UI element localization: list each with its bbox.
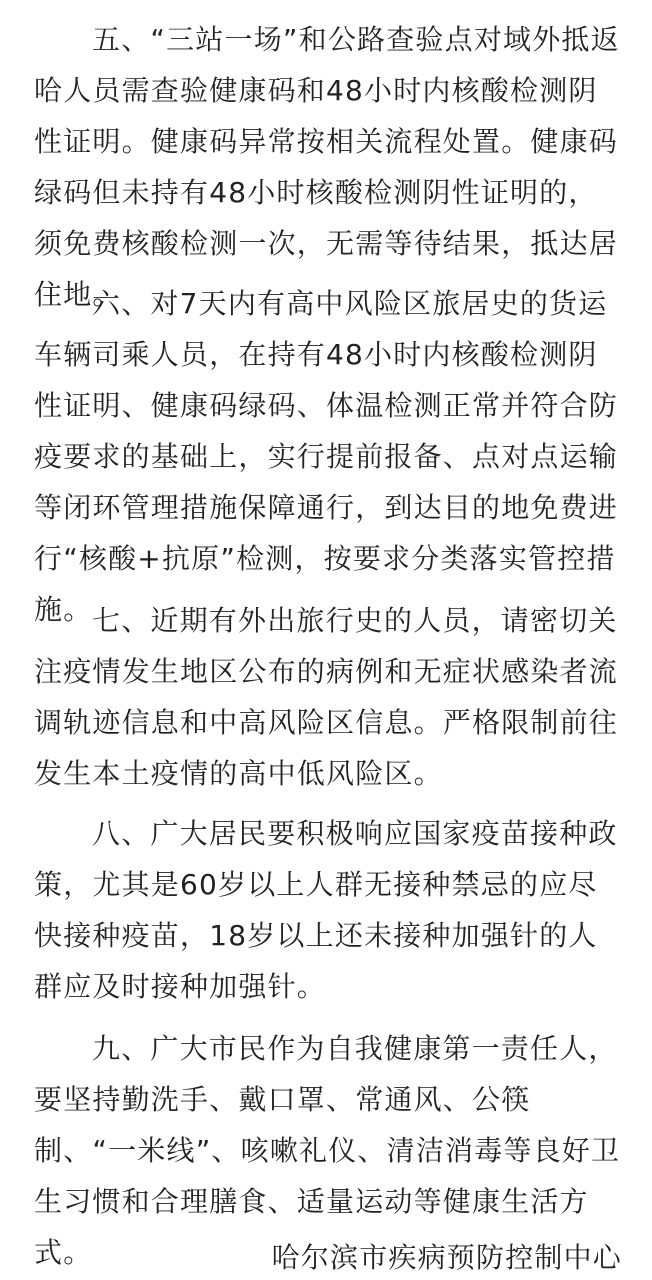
- paragraph-item-7: 七、近期有外出旅行史的人员，请密切关注疫情发生地区公布的病例和无症状感染者流调轨迹信息和中高风险区信息。严格限制前往发生本土疫情的高中低风险区。: [34, 604, 619, 790]
- paragraph-item-8: 八、广大居民要积极响应国家疫苗接种政策，尤其是60岁以上人群无接种禁忌的应尽快接种疫苗，18岁以上还未接种加强针的人群应及时接种加强针。: [34, 817, 618, 1003]
- paragraph-item-9: 九、广大市民作为自我健康第一责任人，要坚持勤洗手、戴口罩、常通风、公筷制、“一米线”、咳嗽礼仪、清洁消毒等良好卫生习惯和合理膳食、适量运动等健康生活方式。: [34, 1032, 621, 1269]
- paragraph-item-5: 五、“三站一场”和公路查验点对域外抵返哈人员需查验健康码和48小时内核酸检测阴性证明。健康码异常按相关流程处置。健康码绿码但未持有48小时核酸检测阴性证明的，须免费核酸检测一次，无需等待结果，抵达居住地。: [34, 23, 620, 311]
- signature: 哈尔滨市疾病预防控制中心: [271, 1241, 622, 1274]
- paragraph-item-6: 六、对7天内有高中风险区旅居史的货运车辆司乘人员，在持有48小时内核酸检测阴性证明、健康码绿码、体温检测正常并符合防疫要求的基础上，实行提前报备、点对点运输等闭环管理措施保障通行，到达目的地免费进行“核酸+抗原”检测，按要求分类落实管控措施。: [34, 287, 619, 626]
